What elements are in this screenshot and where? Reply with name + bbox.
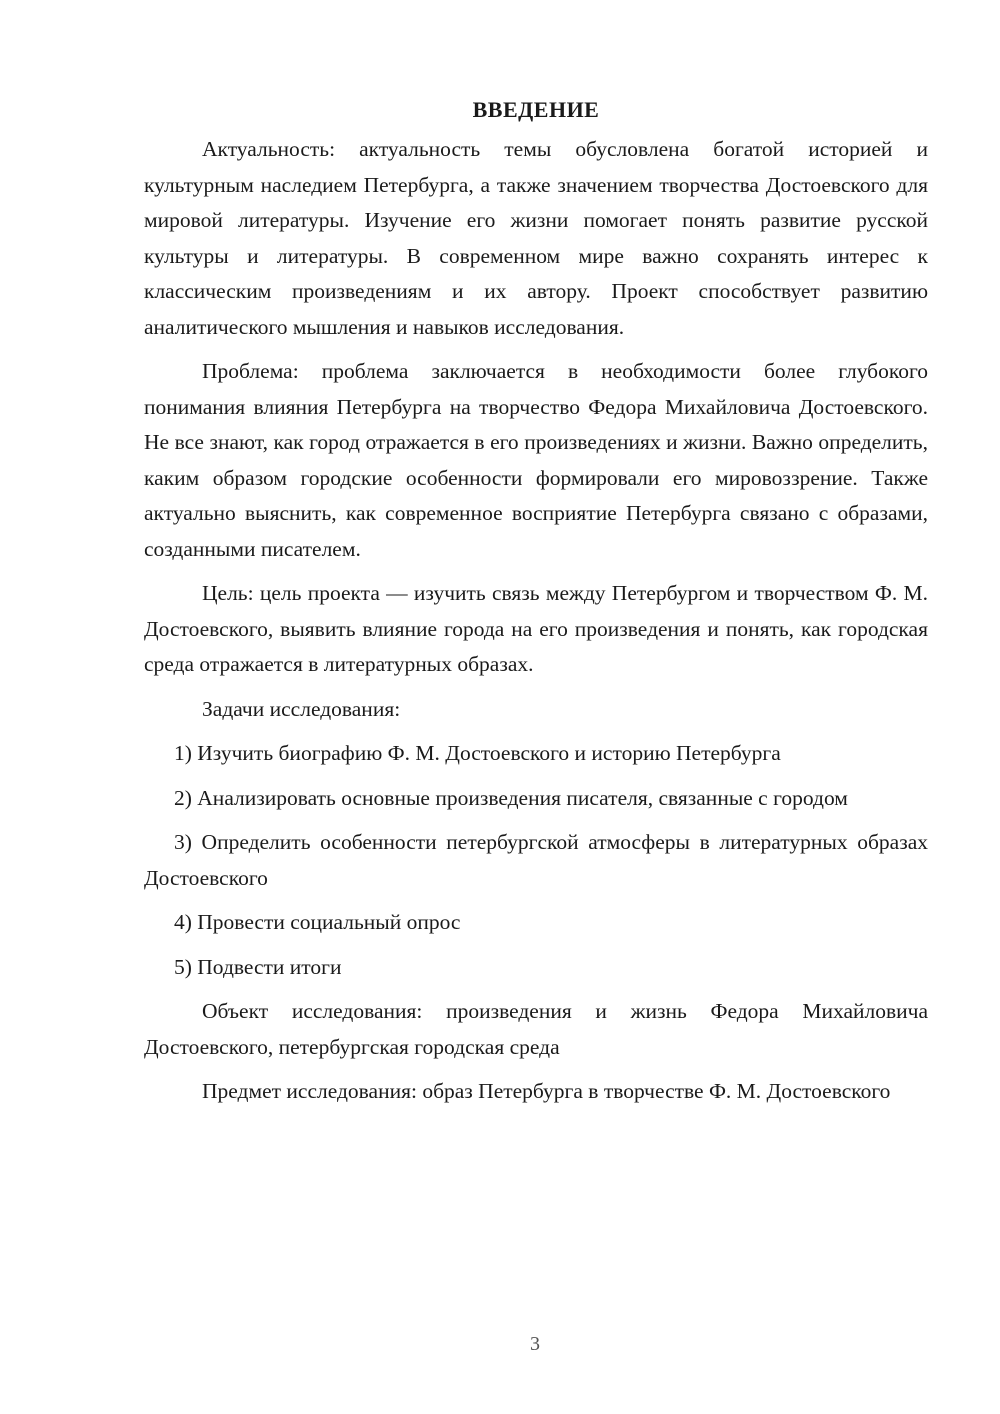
list-item: 1) Изучить биографию Ф. М. Достоевского и историю Петербурга: [174, 741, 781, 765]
list-item: 4) Провести социальный опрос: [174, 910, 461, 934]
paragraph-subject: Предмет исследования: образ Петербурга в творчестве Ф. М. Достоевского: [202, 1079, 891, 1103]
list-item: 3) Определить особенности петербургской атмосферы в литературных образах Достоевского: [144, 830, 928, 890]
paragraph-goal: Цель: цель проекта — изучить связь между Петербургом и творчеством Ф. М. Достоевского, выявить влияние города на его произведения и понять, как городская среда отражается в литературных образах.: [144, 581, 928, 676]
document-page: [144, 92, 928, 1119]
paragraph-problem: Проблема: проблема заключается в необходимости более глубокого понимания влияния Петербурга на творчество Федора Михайловича Достоевского. Не все знают, как город отражается в его произведениях и жизни. Важно определить, каким образом городские особенности формировали его мировоззрение. Также актуально выяснить, как современное восприятие Петербурга связано с образами, созданными писателем.: [144, 359, 928, 561]
list-item: 2) Анализировать основные произведения писателя, связанные с городом: [174, 785, 848, 810]
paragraph-relevance: Актуальность: актуальность темы обусловлена богатой историей и культурным наследием Петербурга, а также значением творчества Достоевского для мировой литературы. Изучение его жизни помогает понять развитие русской культуры и литературы. В современном мире важно сохранять интерес к классическим произведениям и их автору. Проект способствует развитию аналитического мышления и навыков исследования.: [144, 137, 928, 339]
tasks-heading: Задачи исследования:: [202, 696, 401, 721]
page-number: 3: [530, 1333, 540, 1355]
list-item: 5) Подвести итоги: [174, 954, 342, 979]
page-title: ВВЕДЕНИЕ: [472, 97, 600, 122]
paragraph-object: Объект исследования: произведения и жизнь Федора Михайловича Достоевского, петербургская городская среда: [144, 999, 928, 1059]
